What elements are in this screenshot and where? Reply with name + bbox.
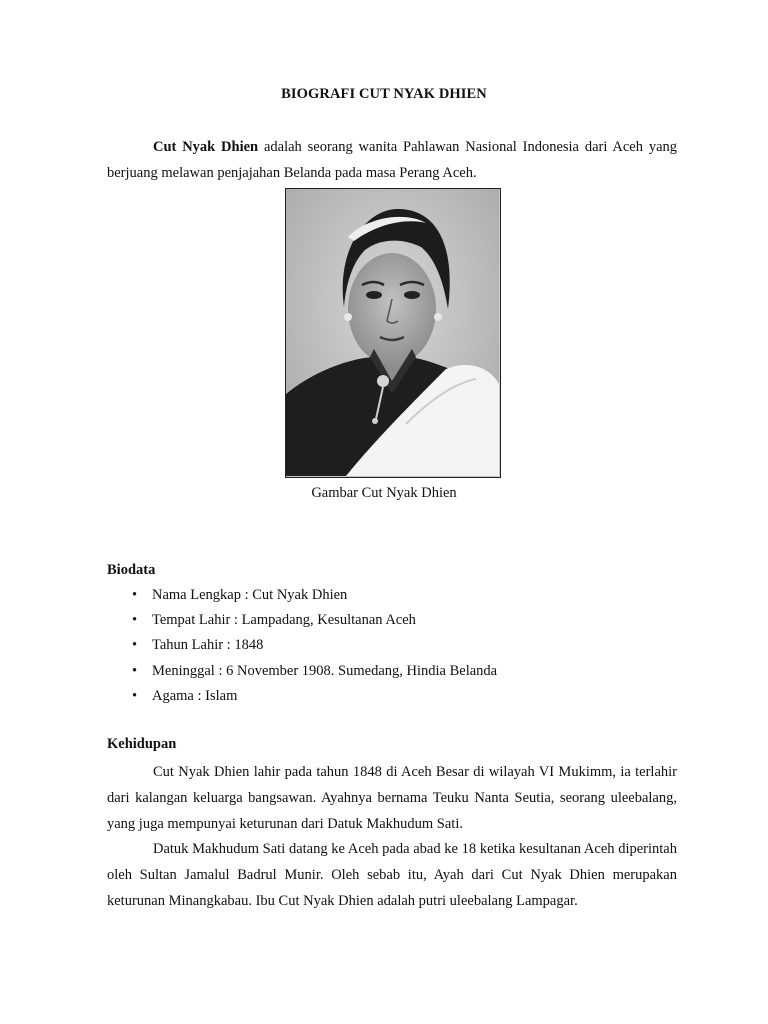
list-item xyxy=(107,583,497,608)
list-item xyxy=(107,633,497,658)
list-item xyxy=(107,684,497,709)
list-item-text: Agama : Islam xyxy=(152,687,238,704)
portrait-photo xyxy=(285,188,501,478)
portrait-caption: Gambar Cut Nyak Dhien xyxy=(311,485,457,501)
bullet-icon: • xyxy=(132,662,138,679)
intro-paragraph xyxy=(107,134,677,186)
intro-text: adalah seorang wanita Pahlawan Nasional Indonesia dari Aceh yang berjuang melawan penjajahan Belanda pada masa Perang Aceh. xyxy=(107,139,678,181)
document-title: BIOGRAFI CUT NYAK DHIEN xyxy=(281,86,487,102)
kehidupan-paragraph-2: Datuk Makhudum Sati datang ke Aceh pada abad ke 18 ketika kesultanan Aceh diperintah oleh Sultan Jamalul Badrul Munir. Oleh sebab itu, Ayah dari Cut Nyak Dhien merupakan keturunan Minangkabau. Ibu Cut Nyak Dhien adalah putri uleebalang Lampagar. xyxy=(107,841,677,909)
list-item-text: Tempat Lahir : Lampadang, Kesultanan Aceh xyxy=(152,612,416,629)
list-item-text: Tahun Lahir : 1848 xyxy=(152,637,264,654)
bullet-icon: • xyxy=(132,612,138,629)
bullet-icon: • xyxy=(132,587,138,603)
list-item-text: Meninggal : 6 November 1908. Sumedang, Hindia Belanda xyxy=(152,662,498,679)
biodata-heading: Biodata xyxy=(107,562,156,578)
kehidupan-paragraph-1: Cut Nyak Dhien lahir pada tahun 1848 di Aceh Besar di wilayah VI Mukimm, ia terlahir dari kalangan keluarga bangsawan. Ayahnya bernama Teuku Nanta Seutia, seorang uleebalang, yang juga mempunyai keturunan dari Datuk Makhudum Sati. xyxy=(107,764,677,832)
list-item xyxy=(107,659,497,684)
bullet-icon: • xyxy=(132,687,138,704)
bullet-icon: • xyxy=(132,637,138,654)
portrait-illustration xyxy=(286,189,499,476)
list-item-text: Nama Lengkap : Cut Nyak Dhien xyxy=(152,587,348,603)
list-item xyxy=(107,608,497,633)
biodata-list xyxy=(107,583,497,709)
intro-subject-name: Cut Nyak Dhien xyxy=(153,139,259,155)
kehidupan-heading: Kehidupan xyxy=(107,736,177,752)
